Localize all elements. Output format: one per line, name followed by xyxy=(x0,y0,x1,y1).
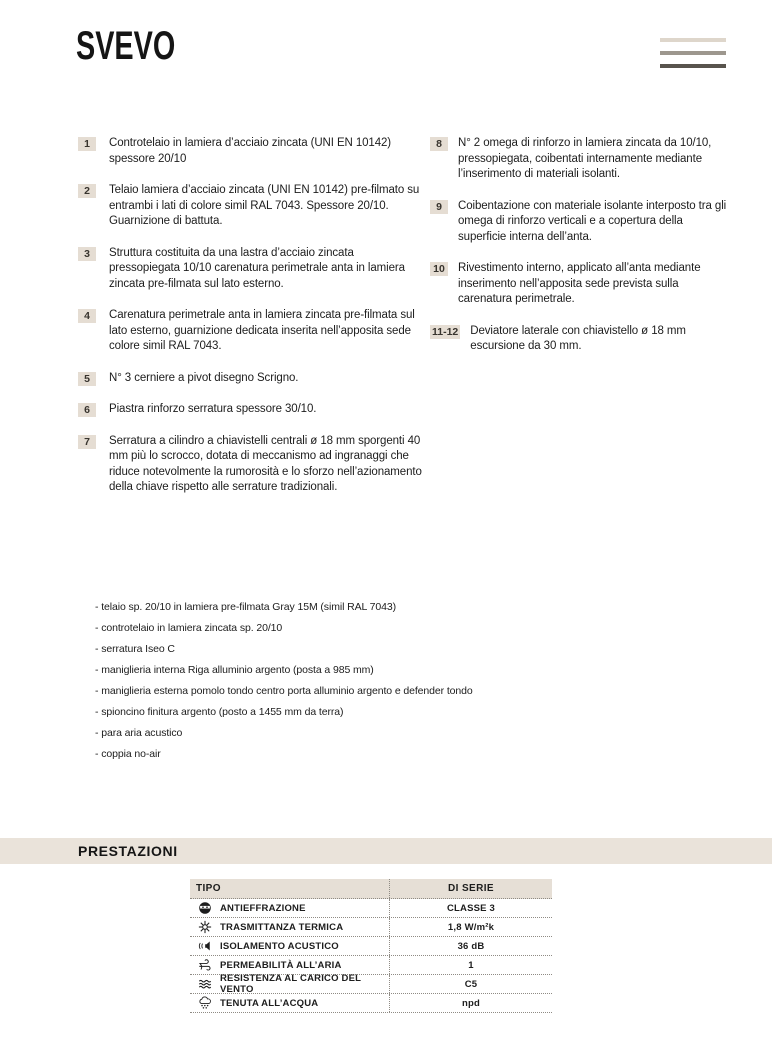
burglar-icon xyxy=(198,901,212,915)
spec-item-text: Deviatore laterale con chiavistello ø 18 mm escursione da 30 mm. xyxy=(470,324,686,352)
spec-item-text: Telaio lamiera d’acciaio zincata (UNI EN 10142) pre-filmato su entrambi i lati di colore simil RAL 7043. Spessore 20/10. Guarnizione di battuta. xyxy=(109,184,420,227)
row-label: ANTIEFFRAZIONE xyxy=(220,902,306,914)
spec-item-text: Coibentazione con materiale isolante interposto tra gli omega di rinforzo verticali e a copertura della superficie interna dell’anta. xyxy=(458,199,727,243)
spec-item-1 xyxy=(78,136,428,167)
spec-item-8 xyxy=(430,136,740,183)
spec-item-text: Carenatura perimetrale anta in lamiera zincata pre-filmata sul lato esterno, guarnizione dedicata inserita nell’apposita sede colore simil RAL 7043. xyxy=(109,309,415,352)
spec-item-number: 1 xyxy=(78,137,96,151)
menu-icon[interactable] xyxy=(660,38,726,68)
prestazioni-section-band xyxy=(0,838,772,864)
section-title: PRESTAZIONI xyxy=(78,843,178,859)
spec-item-11-12 xyxy=(430,324,740,355)
spec-item-7 xyxy=(78,434,428,496)
column-header-tipo: TIPO xyxy=(190,879,390,898)
spec-item-number: 8 xyxy=(430,137,448,151)
row-label: PERMEABILITÀ ALL’ARIA xyxy=(220,959,342,971)
spec-item-number: 10 xyxy=(430,262,448,276)
row-value: C5 xyxy=(464,978,478,990)
row-label: RESISTENZA AL CARICO DEL VENTO xyxy=(220,973,361,995)
column-header-di-serie: DI SERIE xyxy=(448,883,494,894)
spec-item-text: Rivestimento interno, applicato all’anta mediante inserimento nell’apposita sede prevista sulla carenatura perimetrale. xyxy=(458,262,701,305)
spec-item-number: 3 xyxy=(78,247,96,261)
spec-item-text: N° 2 omega di rinforzo in lamiera zincata da 10/10, pressopiegata, coibentati internamente mediante l’inserimento di materiali isolanti. xyxy=(458,137,712,180)
spec-item-10 xyxy=(430,261,740,308)
table-row xyxy=(190,899,552,918)
page-title: SVEVO xyxy=(76,24,176,68)
list-item: - serratura Iseo C xyxy=(95,643,175,655)
spec-item-number: 11-12 xyxy=(432,325,459,338)
row-value: CLASSE 3 xyxy=(446,902,496,914)
menu-icon-line xyxy=(660,51,726,55)
row-value: 1,8 W/m²k xyxy=(447,921,495,933)
row-value: 36 dB xyxy=(457,940,485,952)
list-item: - maniglieria interna Riga alluminio argento (posta a 985 mm) xyxy=(95,664,374,676)
spec-item-number: 2 xyxy=(78,184,96,198)
list-item: - para aria acustico xyxy=(95,727,183,739)
spec-item-text: Struttura costituita da una lastra d’acciaio zincata pressopiegata 10/10 carenatura perimetrale anta in lamiera zincata pre-filmata sul lato esterno. xyxy=(109,246,405,290)
spec-item-number: 4 xyxy=(78,309,96,323)
spec-item-text: Piastra rinforzo serratura spessore 30/10. xyxy=(109,403,317,415)
list-item: - telaio sp. 20/10 in lamiera pre-filmata Gray 15M (simil RAL 7043) xyxy=(95,601,397,613)
wind-load-icon xyxy=(198,977,212,991)
spec-column-right xyxy=(430,136,740,371)
spec-item-5 xyxy=(78,371,428,387)
list-item: - controtelaio in lamiera zincata sp. 20/10 xyxy=(95,622,283,634)
spec-item-9 xyxy=(430,199,740,246)
menu-icon-line xyxy=(660,64,726,68)
spec-item-number: 9 xyxy=(430,200,448,214)
table-row xyxy=(190,937,552,956)
acoustic-icon xyxy=(198,939,212,953)
row-label: TENUTA ALL’ACQUA xyxy=(220,997,319,1009)
spec-item-text: Serratura a cilindro a chiavistelli centrali ø 18 mm sporgenti 40 mm più lo scrocco, dotata di meccanismo ad ingranaggi che riduce notevolmente la rumorosità e lo sforzo nell’azionamento della chiave rispetto alle serrature tradizionali. xyxy=(109,434,422,493)
table-row xyxy=(190,994,552,1013)
spec-item-3 xyxy=(78,246,428,293)
spec-item-text: Controtelaio in lamiera d’acciaio zincata (UNI EN 10142) spessore 20/10 xyxy=(109,137,392,165)
spec-item-number: 5 xyxy=(78,372,96,386)
spec-item-number: 6 xyxy=(78,403,96,417)
thermal-icon xyxy=(198,920,212,934)
row-value: npd xyxy=(461,997,480,1009)
table-header-row xyxy=(190,879,552,899)
menu-icon-line xyxy=(660,38,726,42)
row-label: TRASMITTANZA TERMICA xyxy=(220,921,344,933)
prestazioni-table xyxy=(190,879,552,1013)
spec-item-2 xyxy=(78,183,428,230)
table-row xyxy=(190,975,552,994)
spec-column-left xyxy=(78,136,428,512)
dotazioni-list xyxy=(95,600,473,768)
spec-item-4 xyxy=(78,308,428,355)
air-icon xyxy=(198,958,212,972)
rain-icon xyxy=(198,996,212,1010)
row-label: ISOLAMENTO ACUSTICO xyxy=(220,940,339,952)
list-item: - coppia no-air xyxy=(95,748,161,760)
row-value: 1 xyxy=(468,959,474,971)
spec-item-6 xyxy=(78,402,428,418)
spec-item-text: N° 3 cerniere a pivot disegno Scrigno. xyxy=(109,371,299,384)
list-item: - maniglieria esterna pomolo tondo centro porta alluminio argento e defender tondo xyxy=(95,685,473,697)
table-row xyxy=(190,918,552,937)
list-item: - spioncino finitura argento (posto a 1455 mm da terra) xyxy=(95,706,344,718)
spec-item-number: 7 xyxy=(78,435,96,449)
